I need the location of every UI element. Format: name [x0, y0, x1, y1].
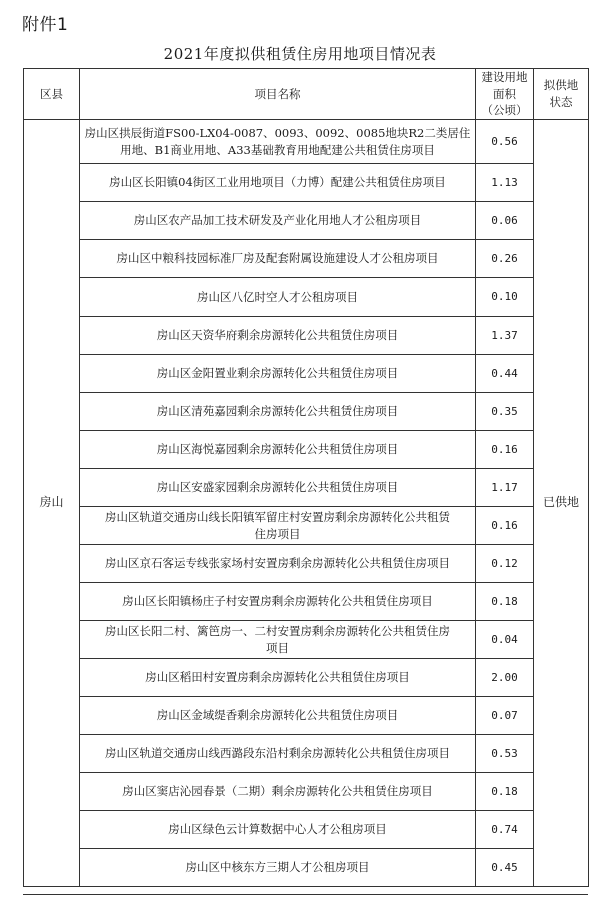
project-name-line: 房山区绿色云计算数据中心人才公租房项目 — [168, 822, 387, 837]
project-name-line: 房山区清苑嘉园剩余房源转化公共租赁住房项目 — [156, 404, 399, 419]
project-name-cell — [80, 507, 476, 545]
project-name-line: 房山区中粮科技园标准厂房及配套附属设施建设人才公租房项目 — [116, 251, 439, 266]
table-body — [24, 120, 589, 887]
project-name-line: 住房项目 — [254, 526, 301, 541]
table-row — [24, 545, 589, 583]
project-name-line: 房山区长阳镇杨庄子村安置房剩余房源转化公共租赁住房项目 — [122, 594, 433, 609]
project-name-line: 房山区京石客运专线张家场村安置房剩余房源转化公共租赁住房项目 — [105, 556, 450, 571]
project-name-cell — [80, 469, 476, 507]
table-row — [24, 811, 589, 849]
area-cell: 1.13 — [476, 164, 534, 202]
project-name-line: 房山区轨道交通房山线长阳镇军留庄村安置房剩余房源转化公共租赁 — [105, 509, 450, 524]
table-row — [24, 773, 589, 811]
project-name-line: 房山区金阳置业剩余房源转化公共租赁住房项目 — [156, 366, 399, 381]
area-cell: 0.06 — [476, 202, 534, 240]
table-row — [24, 202, 589, 240]
district-cell: 房山 — [24, 120, 80, 887]
project-name-cell — [80, 811, 476, 849]
project-name-cell — [80, 278, 476, 317]
table-row — [24, 735, 589, 773]
area-cell: 0.26 — [476, 240, 534, 278]
area-cell: 0.18 — [476, 583, 534, 621]
table-row — [24, 164, 589, 202]
area-cell: 0.18 — [476, 773, 534, 811]
area-cell: 0.45 — [476, 849, 534, 887]
page-title: 2021年度拟供租赁住房用地项目情况表 — [163, 45, 437, 63]
project-name-line: 房山区窦店沁园春景（二期）剩余房源转化公共租赁住房项目 — [122, 784, 433, 799]
project-name-cell — [80, 355, 476, 393]
table-row — [24, 469, 589, 507]
area-cell: 0.35 — [476, 393, 534, 431]
project-name-cell — [80, 317, 476, 355]
project-name-cell — [80, 431, 476, 469]
project-name-line: 项目 — [266, 640, 289, 655]
project-name-cell — [80, 202, 476, 240]
table-row — [24, 659, 589, 697]
area-cell: 1.17 — [476, 469, 534, 507]
table-row — [24, 240, 589, 278]
table-row — [24, 697, 589, 735]
project-name-cell — [80, 621, 476, 659]
table-row — [24, 621, 589, 659]
project-name-line: 房山区中核东方三期人才公租房项目 — [185, 860, 370, 875]
project-name-cell — [80, 659, 476, 697]
table-row — [24, 393, 589, 431]
area-cell: 0.74 — [476, 811, 534, 849]
table-row — [24, 355, 589, 393]
project-name-line: 用地、B1商业用地、A33基础教育用地配建公共租赁住房项目 — [120, 142, 435, 157]
project-name-line: 房山区拱辰街道FS00-LX04-0087、0093、0092、0085地块R2二类居住 — [84, 125, 471, 140]
project-name-line: 房山区长阳镇04街区工业用地项目（力博）配建公共租赁住房项目 — [109, 175, 446, 190]
header-project-name: 项目名称 — [80, 69, 476, 120]
table-row — [24, 849, 589, 887]
table-row — [24, 507, 589, 545]
area-cell: 0.16 — [476, 431, 534, 469]
project-name-cell — [80, 735, 476, 773]
header-district: 区县 — [24, 69, 80, 120]
table-row — [24, 278, 589, 317]
status-cell: 已供地 — [534, 120, 589, 887]
header-status: 拟供地 状态 — [534, 69, 589, 120]
area-cell: 2.00 — [476, 659, 534, 697]
area-cell: 0.44 — [476, 355, 534, 393]
project-name-line: 房山区海悦嘉园剩余房源转化公共租赁住房项目 — [156, 442, 399, 457]
table-row — [24, 120, 589, 164]
project-name-line: 房山区稻田村安置房剩余房源转化公共租赁住房项目 — [145, 670, 410, 685]
table-row — [24, 317, 589, 355]
area-cell: 0.07 — [476, 697, 534, 735]
project-name-cell — [80, 240, 476, 278]
header-row — [24, 69, 589, 120]
table-bottom-border — [23, 894, 588, 895]
project-name-cell — [80, 773, 476, 811]
project-name-line: 房山区农产品加工技术研发及产业化用地人才公租房项目 — [133, 213, 422, 228]
area-cell: 1.37 — [476, 317, 534, 355]
area-cell: 0.10 — [476, 278, 534, 317]
area-cell: 0.56 — [476, 120, 534, 164]
project-name-cell — [80, 583, 476, 621]
project-name-cell — [80, 120, 476, 164]
table-row — [24, 583, 589, 621]
table-row — [24, 431, 589, 469]
project-name-line: 房山区轨道交通房山线西潞段东沿村剩余房源转化公共租赁住房项目 — [105, 746, 450, 761]
project-name-line: 房山区安盛家园剩余房源转化公共租赁住房项目 — [156, 480, 399, 495]
project-name-cell — [80, 393, 476, 431]
project-name-cell — [80, 164, 476, 202]
project-name-cell — [80, 545, 476, 583]
area-cell: 0.16 — [476, 507, 534, 545]
area-cell: 0.12 — [476, 545, 534, 583]
area-cell: 0.04 — [476, 621, 534, 659]
attachment-label: 附件1 — [22, 15, 69, 35]
project-name-line: 房山区长阳二村、篱笆房一、二村安置房剩余房源转化公共租赁住房 — [105, 623, 450, 638]
project-name-line: 房山区金域缇香剩余房源转化公共租赁住房项目 — [156, 708, 399, 723]
area-cell: 0.53 — [476, 735, 534, 773]
header-area: 建设用地 面积 （公顷） — [476, 69, 534, 120]
project-name-line: 房山区天资华府剩余房源转化公共租赁住房项目 — [156, 328, 399, 343]
project-name-cell — [80, 697, 476, 735]
project-table — [23, 68, 589, 887]
project-name-line: 房山区八亿时空人才公租房项目 — [197, 289, 358, 304]
project-name-cell — [80, 849, 476, 887]
